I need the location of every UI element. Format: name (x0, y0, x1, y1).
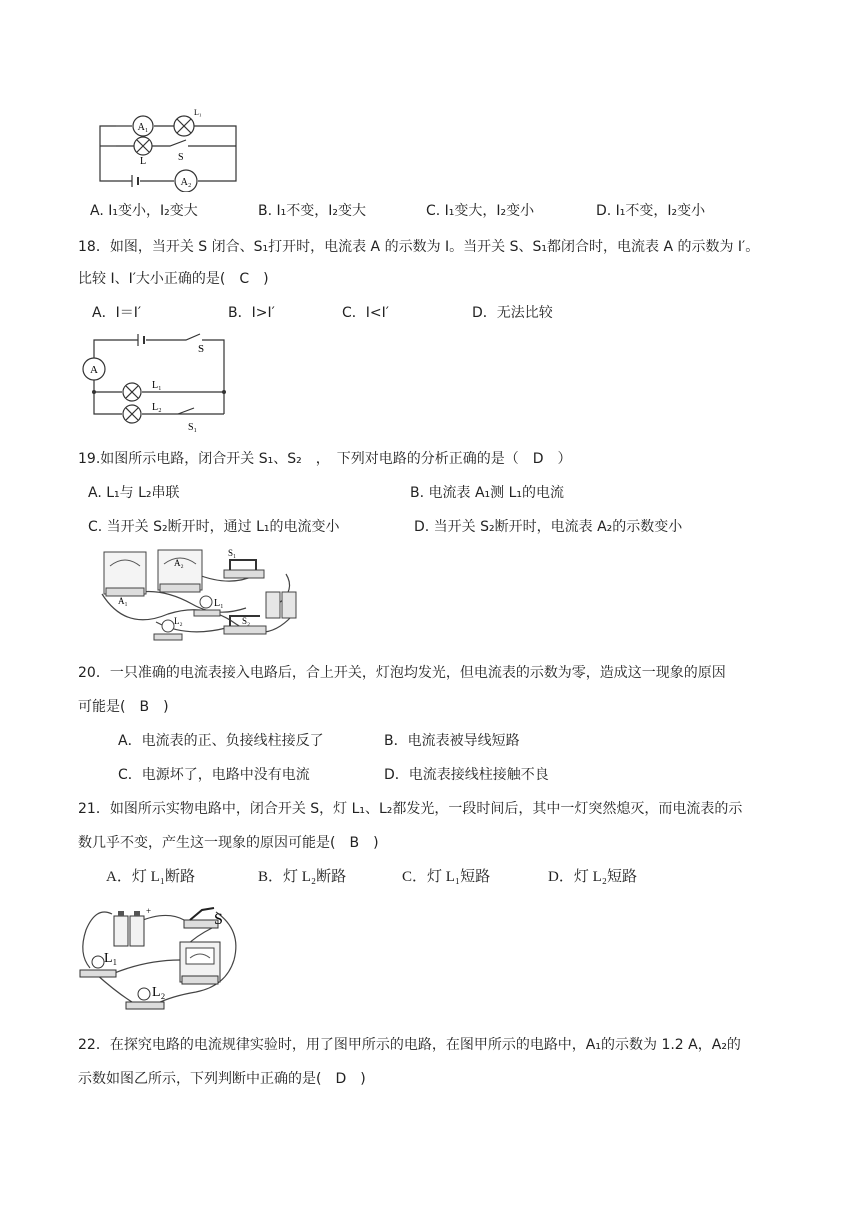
q22-stem-line1: 22．在探究电路的电流规律实验时，用了图甲所示的电路，在图甲所示的电路中，A₁的示数为 1.2 A，A₂的 (78, 1037, 741, 1053)
q19-stem: 19.如图所示电路，闭合开关 S₁、S₂ ， 下列对电路的分析正确的是（ D ） (78, 451, 572, 467)
q17-option-d: D. I₁不变，I₂变小 (596, 203, 706, 219)
label-l2: L₂ (174, 616, 183, 626)
q17-circuit-diagram (96, 106, 242, 192)
label-s1: S₁ (188, 422, 198, 433)
q19-option-c: C. 当开关 S₂断开时，通过 L₁的电流变小 (88, 519, 340, 535)
q20-option-a: A．电流表的正、负接线柱接反了 (118, 733, 324, 749)
ammeter-a1-picture (104, 552, 146, 596)
q20-stem-line2: 可能是( B ) (78, 699, 169, 715)
q17-option-c: C. I₁变大，I₂变小 (426, 203, 535, 219)
q19-option-b: B. 电流表 A₁测 L₁的电流 (410, 485, 565, 501)
label-a2: A₂ (174, 558, 184, 568)
battery-picture (114, 911, 144, 946)
q17-option-a: A. I₁变小，I₂变大 (90, 203, 198, 219)
switch-s1-picture (224, 560, 264, 578)
q22-stem-line2: 示数如图乙所示，下列判断中正确的是( D ) (78, 1071, 366, 1087)
q18-stem-line2: 比较 I、I′大小正确的是( C ) (78, 271, 269, 287)
q21-option-b: B．灯 L₂断路 (258, 869, 347, 885)
q18-circuit-diagram (82, 332, 232, 436)
q20-option-c: C．电源坏了，电路中没有电流 (118, 767, 310, 783)
label-l1: L₁ (104, 951, 118, 966)
q18-option-a: A．I＝I′ (92, 305, 142, 321)
label-plus: + (146, 906, 152, 916)
q19-physical-circuit-picture (96, 544, 306, 652)
q21-stem-line1: 21．如图所示实物电路中，闭合开关 S，灯 L₁、L₂都发光，一段时间后，其中一灯突然熄灭，而电流表的示 (78, 801, 743, 817)
label-s2: S₂ (242, 616, 251, 626)
q20-stem-line1: 20．一只准确的电流表接入电路后，合上开关，灯泡均发光，但电流表的示数为零，造成这一现象的原因 (78, 665, 726, 681)
label-l1: L₁ (152, 380, 162, 391)
label-a2: A₂ (180, 177, 192, 188)
q17-option-b: B. I₁不变，I₂变大 (258, 203, 366, 219)
q21-stem-line2: 数几乎不变，产生这一现象的原因可能是( B ) (78, 835, 379, 851)
q21-physical-circuit-picture (76, 900, 246, 1014)
q20-option-d: D．电流表接线柱接触不良 (384, 767, 549, 783)
label-a1: A₁ (137, 122, 149, 133)
ammeter-picture (180, 942, 220, 984)
label-a1: A₁ (118, 596, 128, 606)
q21-option-a: A．灯 L₁断路 (106, 869, 195, 885)
q19-option-d: D. 当开关 S₂断开时，电流表 A₂的示数变小 (414, 519, 683, 535)
q18-stem-line1: 18．如图，当开关 S 闭合、S₁打开时，电流表 A 的示数为 I。当开关 S、S₁都闭合时，电流表 A 的示数为 I′。 (78, 239, 760, 255)
label-a: A (90, 364, 98, 376)
label-s: S (214, 911, 223, 928)
label-l1: L₁ (214, 598, 224, 609)
q18-option-d: D．无法比较 (472, 305, 553, 321)
q18-option-c: C．I<I′ (342, 305, 389, 321)
q21-option-c: C．灯 L₁短路 (402, 869, 491, 885)
q18-option-b: B．I>I′ (228, 305, 275, 321)
q19-option-a: A. L₁与 L₂串联 (88, 485, 180, 501)
label-l2: L₂ (152, 985, 166, 1000)
q21-option-d: D．灯 L₂短路 (548, 869, 637, 885)
label-s: S (178, 152, 184, 163)
label-l1: L₁ (194, 108, 202, 117)
q20-option-b: B．电流表被导线短路 (384, 733, 520, 749)
battery-picture (266, 592, 296, 618)
label-l: L (140, 156, 147, 167)
label-l2: L₂ (152, 402, 162, 413)
ammeter-a2-picture (158, 550, 202, 592)
label-s1: S₁ (228, 548, 237, 558)
label-s: S (198, 343, 205, 355)
switch-s-picture (184, 908, 218, 928)
